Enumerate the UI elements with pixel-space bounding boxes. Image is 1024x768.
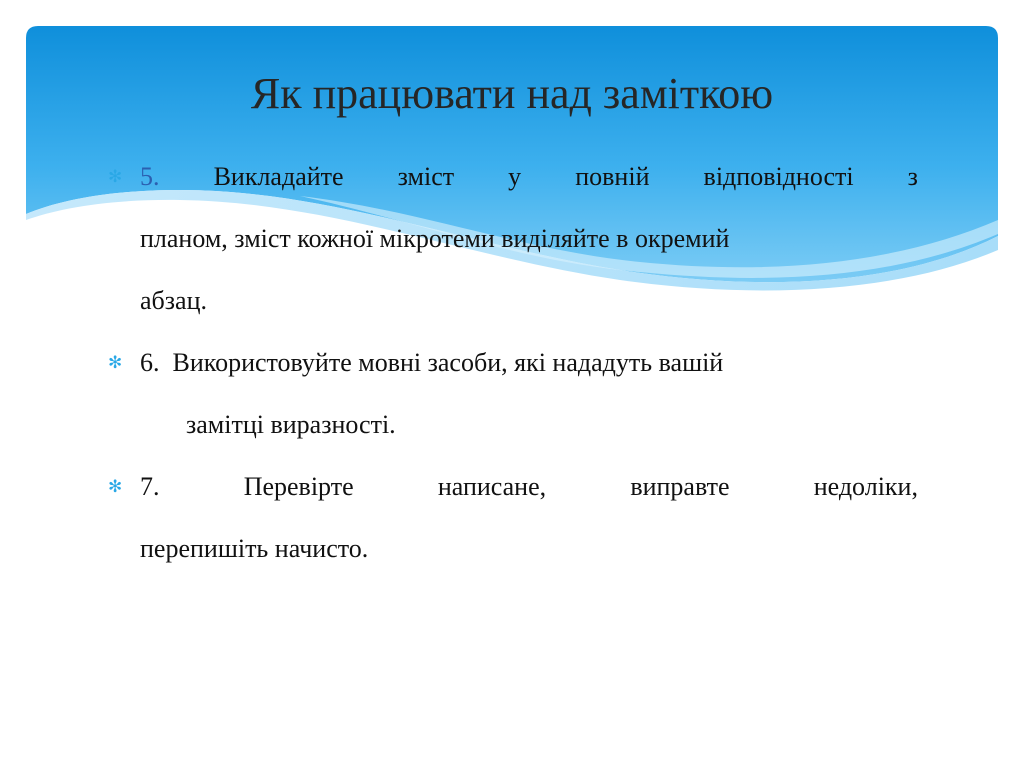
bullet-word: Перевірте [243,472,354,501]
bullet-line: абзац. [140,286,207,315]
bullet-word: у [508,162,522,191]
list-item [108,456,918,580]
bullet-word: написане, [437,472,547,501]
bullet-line: замітці виразності. [186,410,396,439]
asterisk-icon: ✻ [108,167,123,186]
asterisk-icon: ✻ [108,477,123,496]
bullet-number: 6. [140,348,160,377]
list-item [108,332,918,456]
page-title: Як працювати над заміткою [250,69,774,118]
bullet-word: з [907,162,918,191]
bullet-word: виправте [630,472,730,501]
bullet-word: Викладайте [213,162,344,191]
bullet-line [140,456,918,518]
list-item [108,146,918,332]
bullet-word: 7. [140,472,160,501]
bullet-list [108,146,918,580]
bullet-line: перепишіть начисто. [140,534,369,563]
bullet-word: зміст [397,162,455,191]
asterisk-icon: ✻ [108,353,123,372]
bullet-word: відповідності [703,162,854,191]
bullet-word: недоліки, [813,472,918,501]
bullet-line [140,332,918,394]
bullet-word: повній [575,162,650,191]
bullet-text: Використовуйте мовні засоби, які нададуть вашій [172,348,724,377]
bullet-word: 5. [140,162,160,191]
bullet-line: планом, зміст кожної мікротеми виділяйте в окремий [140,224,730,253]
bullet-line [140,146,918,208]
